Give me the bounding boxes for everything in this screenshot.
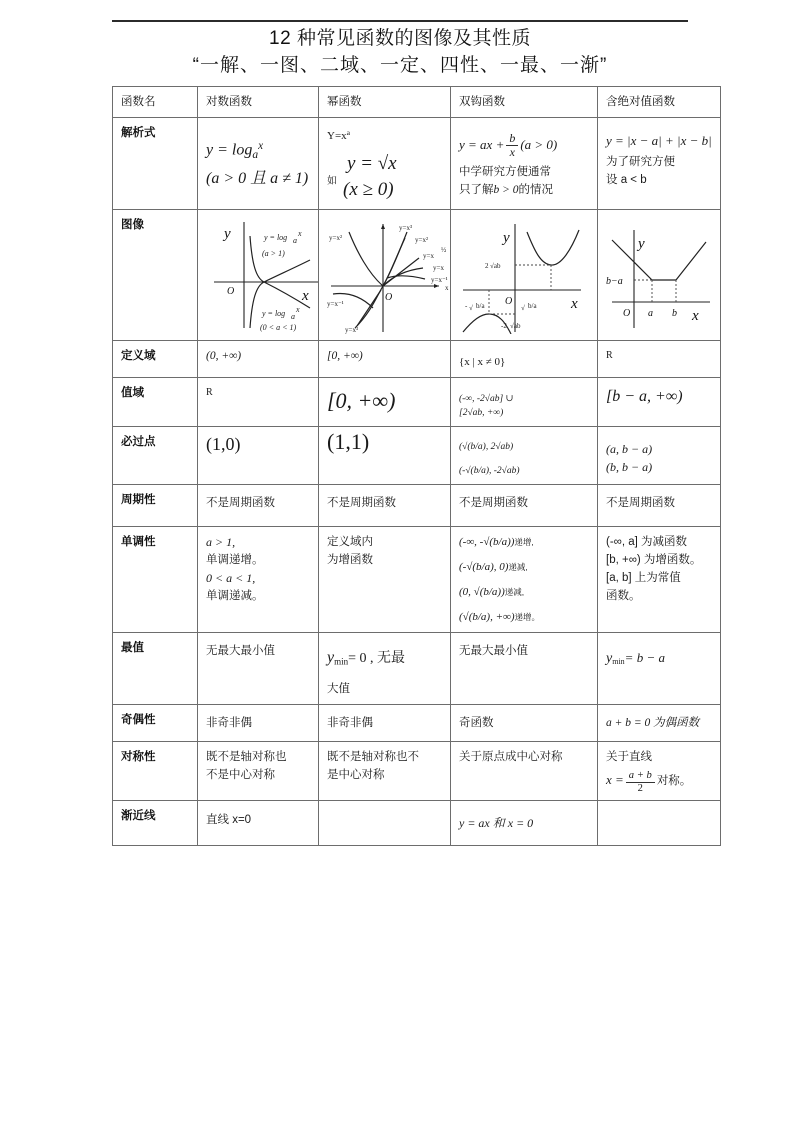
power-domain-note: (x ≥ 0) (343, 178, 394, 200)
cell-extremum-hook: 无最大最小值 (451, 632, 598, 705)
range-hook-part1: (-∞, -2√ab] ∪ (459, 393, 514, 404)
svg-text:√: √ (469, 303, 473, 312)
cell-period-hook: 不是周期函数 (451, 484, 598, 526)
cell-parity-abs: a + b = 0 为偶函数 (598, 705, 721, 742)
svg-text:x: x (302, 287, 309, 304)
svg-text:b/a: b/a (476, 301, 485, 310)
table-row (113, 705, 721, 742)
cell-mono-log (198, 526, 319, 632)
svg-text:y = log: y = log (262, 308, 286, 318)
header-cell-hook: 双钩函数 (451, 87, 598, 118)
cell-graph-hook (451, 209, 598, 340)
svg-text:O: O (505, 295, 513, 307)
log-function-graph (206, 216, 325, 334)
table-row (113, 209, 721, 340)
row-label-fixed-point: 必过点 (113, 426, 198, 484)
svg-text:y=x³: y=x³ (399, 223, 413, 232)
svg-text:y=x²: y=x² (415, 235, 429, 244)
svg-text:y=x⁻¹: y=x⁻¹ (431, 275, 448, 284)
cell-asymptote-abs (598, 801, 721, 846)
point-hook-2: (-√(b/a), -2√ab) (459, 465, 520, 476)
cell-point-abs (598, 426, 721, 484)
mono-hook-interval-2: (-√(b/a), 0)递减, (459, 560, 528, 573)
hook-formula: y = ax + $\frac{b}{x}$ (a > 0) (459, 131, 558, 159)
table-row (113, 632, 721, 705)
cell-range-power: [0, +∞) (319, 377, 451, 426)
cell-parity-hook: 奇函数 (451, 705, 598, 742)
mono-hook-interval-4: (√(b/a), +∞)递增。 (459, 610, 541, 623)
table-row (113, 377, 721, 426)
cell-range-abs: [b − a, +∞) (598, 377, 721, 426)
svg-text:(a > 1): (a > 1) (262, 248, 285, 258)
cell-parity-power: 非奇非偶 (319, 705, 451, 742)
svg-text:x: x (692, 307, 699, 324)
symmetry-abs-1: 关于直线 (606, 751, 652, 764)
title-block (100, 26, 700, 80)
power-function-graph (327, 216, 457, 334)
symmetry-log-1: 既不是轴对称也 (206, 751, 287, 764)
svg-text:x: x (571, 295, 578, 312)
power-sqrt-formula: y = √x (347, 152, 397, 174)
svg-text:a: a (293, 235, 297, 245)
hook-function-graph (459, 216, 601, 334)
abs-function-graph (606, 216, 718, 334)
cell-parity-log: 非奇非偶 (198, 705, 319, 742)
svg-text:y=x⁻¹: y=x⁻¹ (327, 299, 344, 308)
cell-asymptote-hook: y = ax 和 x = 0 (451, 801, 598, 846)
cell-period-abs: 不是周期函数 (598, 484, 721, 526)
function-properties-table (112, 86, 721, 846)
row-label-asymptote: 渐近线 (113, 801, 198, 846)
row-label-symmetry: 对称性 (113, 742, 198, 801)
cell-asymptote-power (319, 801, 451, 846)
table-row (113, 118, 721, 210)
table-row (113, 801, 721, 846)
cell-point-hook (451, 426, 598, 484)
mono-power-2: 为增函数 (327, 553, 373, 566)
svg-text:½: ½ (441, 245, 447, 254)
power-formula-general: $Y=x^a$ (327, 128, 351, 142)
svg-text:y=x: y=x (423, 251, 434, 260)
mono-power-1: 定义域内 (327, 535, 373, 548)
row-label-monotonicity: 单调性 (113, 526, 198, 632)
row-label-range: 值域 (113, 377, 198, 426)
symmetry-power-2: 是中心对称 (327, 769, 385, 782)
cell-expression-hook (451, 118, 598, 210)
log-condition: (a > 0 且 a ≠ 1) (206, 169, 309, 187)
abs-note-1: 为了研究方便 (606, 156, 675, 168)
abs-formula: y = |x − a| + |x − b| (606, 133, 712, 148)
mono-log-4: 单调递减。 (206, 589, 264, 602)
cell-asymptote-log: 直线 x=0 (198, 801, 319, 846)
mono-abs-4: 函数。 (606, 589, 641, 602)
power-formula-example (327, 151, 443, 203)
cell-domain-log: (0, +∞) (198, 340, 319, 377)
mono-log-1: a > 1, (206, 534, 236, 549)
cell-period-log: 不是周期函数 (198, 484, 319, 526)
cell-range-log: R (198, 377, 319, 426)
cell-symmetry-abs (598, 742, 721, 801)
cell-domain-hook: {x | x ≠ 0} (451, 340, 598, 377)
table-header-row (113, 87, 721, 118)
range-hook-part2: [2√ab, +∞) (459, 407, 504, 418)
cell-mono-hook (451, 526, 598, 632)
svg-text:-2: -2 (501, 321, 507, 330)
table-row (113, 526, 721, 632)
svg-text:y: y (638, 235, 645, 252)
cell-domain-abs: R (598, 340, 721, 377)
mono-log-2: 单调递增。 (206, 553, 264, 566)
title-top-rule (112, 20, 688, 22)
row-label-graph: 图像 (113, 209, 198, 340)
cell-graph-log (198, 209, 319, 340)
table-row (113, 742, 721, 801)
cell-extremum-power (319, 632, 451, 705)
svg-text:y = log: y = log (264, 232, 288, 242)
point-abs-1: (a, b − a) (606, 441, 653, 456)
hook-note-1: 中学研究方便通常 (459, 165, 551, 178)
cell-expression-abs (598, 118, 721, 210)
mono-log-3: 0 < a < 1, (206, 570, 256, 585)
extremum-power-1: $y_{min}= 0$ , 无最 (327, 648, 406, 667)
cell-extremum-abs (598, 632, 721, 705)
cell-symmetry-power (319, 742, 451, 801)
svg-text:√ab: √ab (510, 321, 521, 330)
hook-note-2: 只了解b > 0的情况 (459, 183, 554, 196)
table-row (113, 340, 721, 377)
cell-expression-power (319, 118, 451, 210)
svg-text:√ab: √ab (490, 261, 501, 270)
table-row (113, 484, 721, 526)
svg-text:a: a (648, 307, 653, 319)
cell-graph-abs (598, 209, 721, 340)
cell-expression-log (198, 118, 319, 210)
header-cell-function-name: 函数名 (113, 87, 198, 118)
svg-text:x: x (445, 283, 449, 292)
cell-symmetry-log (198, 742, 319, 801)
svg-text:O: O (385, 291, 393, 303)
extremum-abs-1: $y_{min}= b - a$ (606, 649, 665, 667)
row-label-parity: 奇偶性 (113, 705, 198, 742)
svg-text:2: 2 (485, 261, 489, 270)
page-subtitle: “一解、一图、二域、一定、四性、一最、一渐” (192, 55, 608, 76)
header-cell-power: 幂函数 (319, 87, 451, 118)
svg-text:a: a (291, 311, 295, 321)
symmetry-abs-2: x = $\frac{a + b}{2}$ 对称。 (606, 770, 692, 794)
svg-text:x: x (298, 228, 302, 238)
mono-hook-interval-3: (0, √(b/a))递减, (459, 585, 525, 598)
cell-symmetry-hook: 关于原点成中心对称 (451, 742, 598, 801)
point-hook-1: (√(b/a), 2√ab) (459, 441, 514, 452)
svg-text:b/a: b/a (528, 301, 537, 310)
symmetry-power-1: 既不是轴对称也不 (327, 751, 419, 764)
svg-text:b−a: b−a (606, 275, 623, 287)
row-label-extremum: 最值 (113, 632, 198, 705)
log-formula: $y = \log_a^x$ (206, 140, 264, 161)
point-abs-2: (b, b − a) (606, 459, 653, 474)
mono-abs-2: [b, +∞) 为增函数。 (606, 553, 702, 566)
mono-hook-interval-1: (-∞, -√(b/a))递增, (459, 535, 534, 548)
cell-graph-power (319, 209, 451, 340)
extremum-power-2: 大值 (327, 683, 350, 696)
cell-range-hook (451, 377, 598, 426)
cell-mono-power (319, 526, 451, 632)
cell-point-log: (1,0) (198, 426, 319, 484)
svg-text:√: √ (521, 303, 525, 312)
table-row (113, 426, 721, 484)
cell-domain-power: [0, +∞) (319, 340, 451, 377)
svg-text:y=x²: y=x² (329, 233, 343, 242)
svg-text:b: b (672, 307, 677, 319)
header-cell-log: 对数函数 (198, 87, 319, 118)
cell-point-power: (1,1) (319, 426, 451, 484)
row-label-periodicity: 周期性 (113, 484, 198, 526)
page-title: 12 种常见函数的图像及其性质 (269, 28, 531, 49)
svg-text:y: y (224, 225, 231, 242)
mono-abs-3: [a, b] 上为常值 (606, 571, 681, 584)
power-example-prefix: 如 (327, 175, 337, 187)
header-cell-abs: 含绝对值函数 (598, 87, 721, 118)
svg-text:x: x (296, 304, 300, 314)
row-label-domain: 定义域 (113, 340, 198, 377)
svg-text:y=x: y=x (433, 263, 444, 272)
cell-extremum-log: 无最大最小值 (198, 632, 319, 705)
svg-text:y: y (503, 229, 510, 246)
svg-text:y=x³: y=x³ (345, 325, 359, 334)
row-label-expression: 解析式 (113, 118, 198, 210)
abs-note-2: 设 a < b (606, 174, 647, 186)
svg-text:O: O (227, 285, 235, 297)
symmetry-log-2: 不是中心对称 (206, 769, 275, 782)
cell-period-power: 不是周期函数 (319, 484, 451, 526)
cell-mono-abs (598, 526, 721, 632)
svg-text:O: O (623, 307, 631, 319)
svg-text:(0 < a < 1): (0 < a < 1) (260, 322, 297, 332)
mono-abs-1: (-∞, a] 为减函数 (606, 535, 688, 548)
svg-text:-: - (465, 301, 468, 310)
